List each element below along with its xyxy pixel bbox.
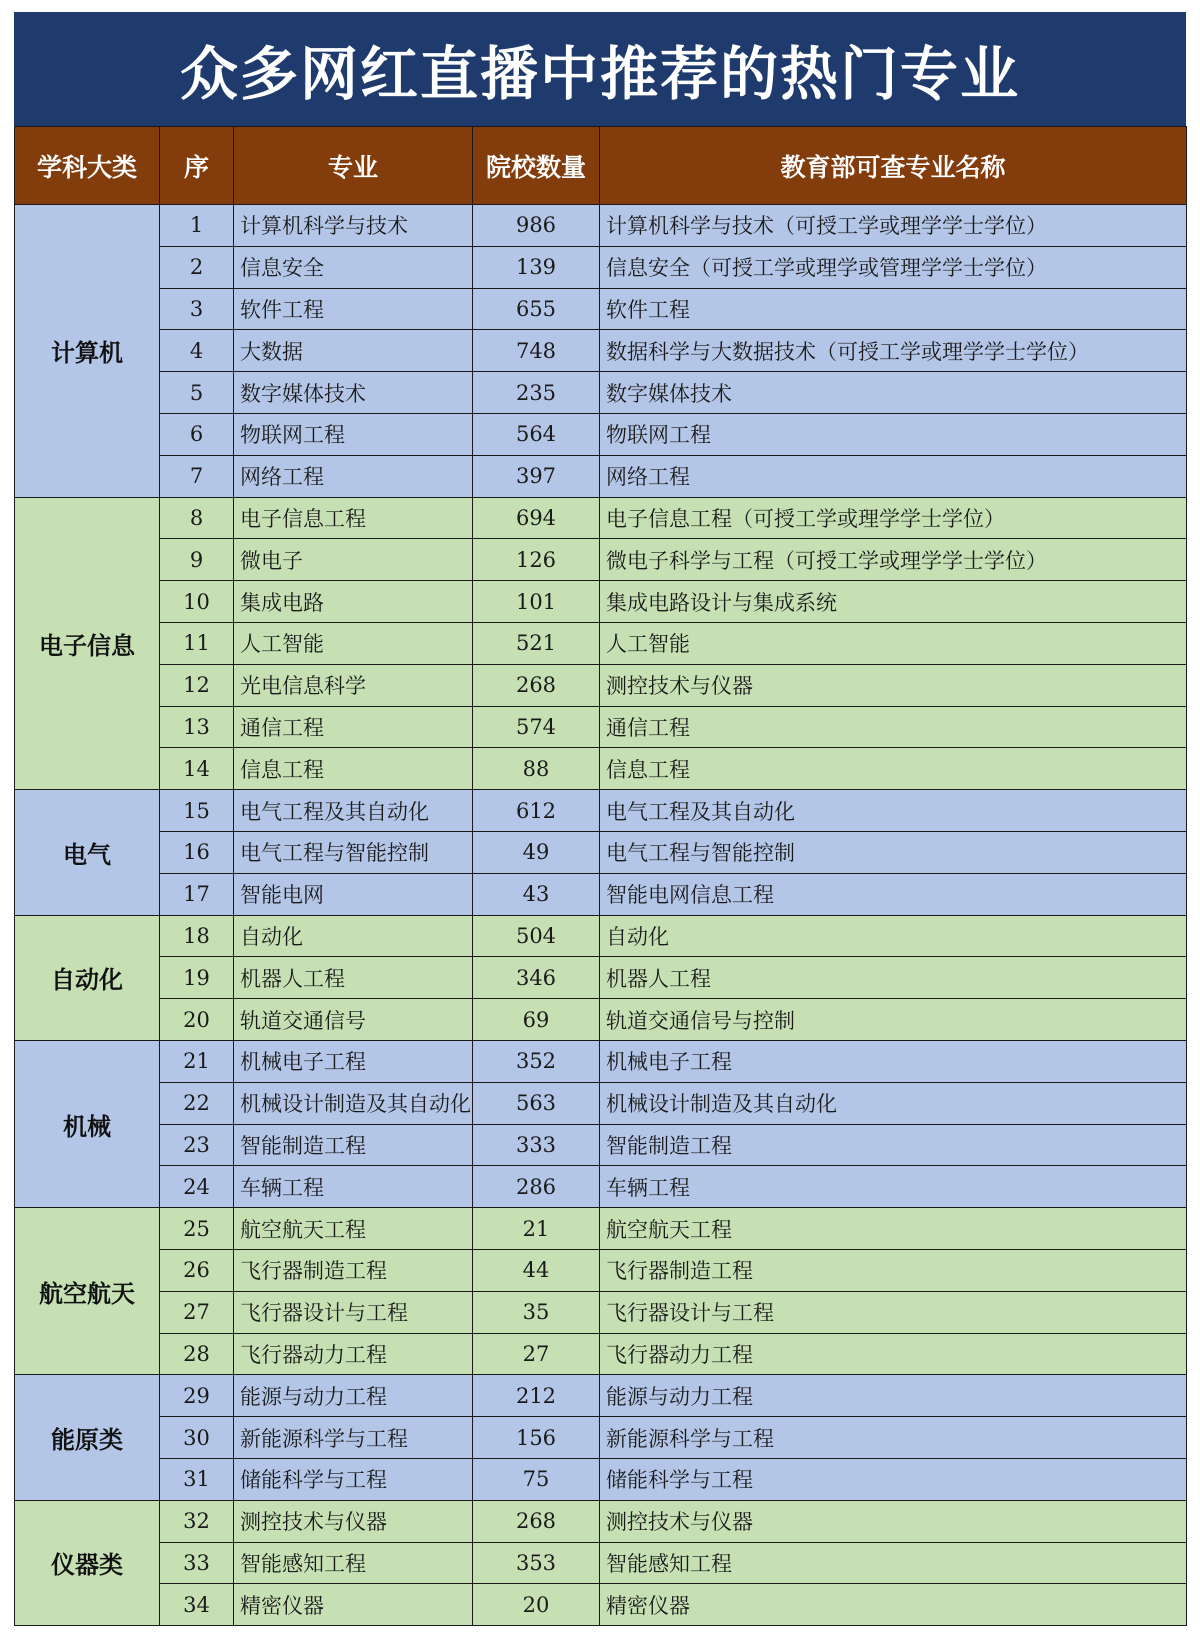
table-row [15, 1040, 1187, 1082]
count-cell: 21 [473, 1208, 600, 1250]
count-cell: 504 [473, 915, 600, 957]
seq-cell: 28 [160, 1333, 234, 1375]
seq-cell: 2 [160, 246, 234, 288]
count-cell: 521 [473, 622, 600, 664]
count-cell: 156 [473, 1417, 600, 1459]
header-official-name: 教育部可查专业名称 [600, 127, 1187, 205]
count-cell: 126 [473, 539, 600, 581]
seq-cell: 21 [160, 1040, 234, 1082]
major-cell: 电气工程与智能控制 [234, 831, 473, 873]
seq-cell: 10 [160, 581, 234, 623]
major-cell: 车辆工程 [234, 1166, 473, 1208]
major-cell: 机器人工程 [234, 957, 473, 999]
official-name-cell: 测控技术与仪器 [600, 664, 1187, 706]
major-cell: 微电子 [234, 539, 473, 581]
major-cell: 能源与动力工程 [234, 1375, 473, 1417]
seq-cell: 32 [160, 1500, 234, 1542]
major-cell: 机械电子工程 [234, 1040, 473, 1082]
seq-cell: 26 [160, 1249, 234, 1291]
count-cell: 748 [473, 330, 600, 372]
count-cell: 27 [473, 1333, 600, 1375]
category-cell: 仪器类 [15, 1500, 160, 1625]
official-name-cell: 计算机科学与技术（可授工学或理学学士学位） [600, 205, 1187, 247]
count-cell: 353 [473, 1542, 600, 1584]
table-row [15, 873, 1187, 915]
official-name-cell: 智能电网信息工程 [600, 873, 1187, 915]
table-body [15, 205, 1187, 1626]
count-cell: 101 [473, 581, 600, 623]
major-cell: 测控技术与仪器 [234, 1500, 473, 1542]
official-name-cell: 机械设计制造及其自动化 [600, 1082, 1187, 1124]
count-cell: 612 [473, 790, 600, 832]
major-cell: 智能制造工程 [234, 1124, 473, 1166]
header-count: 院校数量 [473, 127, 600, 205]
official-name-cell: 飞行器制造工程 [600, 1249, 1187, 1291]
count-cell: 564 [473, 413, 600, 455]
table-row [15, 413, 1187, 455]
table-row [15, 1166, 1187, 1208]
table-row [15, 790, 1187, 832]
major-cell: 飞行器动力工程 [234, 1333, 473, 1375]
seq-cell: 24 [160, 1166, 234, 1208]
category-cell: 机械 [15, 1040, 160, 1207]
official-name-cell: 测控技术与仪器 [600, 1500, 1187, 1542]
category-cell: 自动化 [15, 915, 160, 1040]
major-cell: 电气工程及其自动化 [234, 790, 473, 832]
page-title: 众多网红直播中推荐的热门专业 [14, 12, 1186, 126]
major-cell: 飞行器制造工程 [234, 1249, 473, 1291]
official-name-cell: 新能源科学与工程 [600, 1417, 1187, 1459]
category-cell: 电子信息 [15, 497, 160, 790]
official-name-cell: 通信工程 [600, 706, 1187, 748]
major-cell: 精密仪器 [234, 1584, 473, 1626]
count-cell: 49 [473, 831, 600, 873]
table-row [15, 1584, 1187, 1626]
table-row [15, 581, 1187, 623]
official-name-cell: 电气工程与智能控制 [600, 831, 1187, 873]
seq-cell: 6 [160, 413, 234, 455]
header-category: 学科大类 [15, 127, 160, 205]
count-cell: 655 [473, 288, 600, 330]
seq-cell: 14 [160, 748, 234, 790]
official-name-cell: 智能感知工程 [600, 1542, 1187, 1584]
table-row [15, 664, 1187, 706]
seq-cell: 34 [160, 1584, 234, 1626]
major-cell: 电子信息工程 [234, 497, 473, 539]
count-cell: 88 [473, 748, 600, 790]
table-row [15, 288, 1187, 330]
seq-cell: 25 [160, 1208, 234, 1250]
seq-cell: 27 [160, 1291, 234, 1333]
count-cell: 20 [473, 1584, 600, 1626]
table-row [15, 1291, 1187, 1333]
table-row [15, 748, 1187, 790]
seq-cell: 23 [160, 1124, 234, 1166]
seq-cell: 13 [160, 706, 234, 748]
table-row [15, 831, 1187, 873]
count-cell: 574 [473, 706, 600, 748]
major-cell: 人工智能 [234, 622, 473, 664]
official-name-cell: 储能科学与工程 [600, 1458, 1187, 1500]
official-name-cell: 飞行器设计与工程 [600, 1291, 1187, 1333]
table-row [15, 706, 1187, 748]
major-cell: 通信工程 [234, 706, 473, 748]
table-row [15, 1458, 1187, 1500]
table-row [15, 1124, 1187, 1166]
table-row [15, 539, 1187, 581]
category-cell: 计算机 [15, 205, 160, 498]
major-cell: 计算机科学与技术 [234, 205, 473, 247]
count-cell: 75 [473, 1458, 600, 1500]
official-name-cell: 人工智能 [600, 622, 1187, 664]
count-cell: 397 [473, 455, 600, 497]
count-cell: 333 [473, 1124, 600, 1166]
official-name-cell: 精密仪器 [600, 1584, 1187, 1626]
count-cell: 268 [473, 1500, 600, 1542]
count-cell: 69 [473, 999, 600, 1041]
category-cell: 电气 [15, 790, 160, 915]
seq-cell: 29 [160, 1375, 234, 1417]
major-cell: 智能感知工程 [234, 1542, 473, 1584]
major-cell: 物联网工程 [234, 413, 473, 455]
count-cell: 352 [473, 1040, 600, 1082]
official-name-cell: 微电子科学与工程（可授工学或理学学士学位） [600, 539, 1187, 581]
major-cell: 信息工程 [234, 748, 473, 790]
major-cell: 智能电网 [234, 873, 473, 915]
official-name-cell: 智能制造工程 [600, 1124, 1187, 1166]
table-row [15, 957, 1187, 999]
table-row [15, 246, 1187, 288]
official-name-cell: 软件工程 [600, 288, 1187, 330]
major-cell: 航空航天工程 [234, 1208, 473, 1250]
header-major: 专业 [234, 127, 473, 205]
count-cell: 268 [473, 664, 600, 706]
official-name-cell: 自动化 [600, 915, 1187, 957]
seq-cell: 15 [160, 790, 234, 832]
category-cell: 能原类 [15, 1375, 160, 1500]
major-cell: 网络工程 [234, 455, 473, 497]
table-row [15, 1375, 1187, 1417]
seq-cell: 3 [160, 288, 234, 330]
major-cell: 机械设计制造及其自动化 [234, 1082, 473, 1124]
count-cell: 43 [473, 873, 600, 915]
seq-cell: 5 [160, 372, 234, 414]
table-row [15, 1333, 1187, 1375]
official-name-cell: 飞行器动力工程 [600, 1333, 1187, 1375]
count-cell: 286 [473, 1166, 600, 1208]
table-row [15, 1249, 1187, 1291]
major-cell: 轨道交通信号 [234, 999, 473, 1041]
official-name-cell: 能源与动力工程 [600, 1375, 1187, 1417]
official-name-cell: 数据科学与大数据技术（可授工学或理学学士学位） [600, 330, 1187, 372]
seq-cell: 11 [160, 622, 234, 664]
seq-cell: 16 [160, 831, 234, 873]
official-name-cell: 轨道交通信号与控制 [600, 999, 1187, 1041]
seq-cell: 19 [160, 957, 234, 999]
major-cell: 光电信息科学 [234, 664, 473, 706]
count-cell: 986 [473, 205, 600, 247]
table-row [15, 1500, 1187, 1542]
major-cell: 数字媒体技术 [234, 372, 473, 414]
seq-cell: 7 [160, 455, 234, 497]
official-name-cell: 物联网工程 [600, 413, 1187, 455]
official-name-cell: 网络工程 [600, 455, 1187, 497]
table-row [15, 455, 1187, 497]
count-cell: 235 [473, 372, 600, 414]
count-cell: 212 [473, 1375, 600, 1417]
major-cell: 软件工程 [234, 288, 473, 330]
seq-cell: 17 [160, 873, 234, 915]
seq-cell: 8 [160, 497, 234, 539]
seq-cell: 30 [160, 1417, 234, 1459]
header-seq: 序 [160, 127, 234, 205]
table-row [15, 915, 1187, 957]
major-cell: 飞行器设计与工程 [234, 1291, 473, 1333]
table-row [15, 497, 1187, 539]
official-name-cell: 电气工程及其自动化 [600, 790, 1187, 832]
major-cell: 新能源科学与工程 [234, 1417, 473, 1459]
seq-cell: 9 [160, 539, 234, 581]
major-cell: 大数据 [234, 330, 473, 372]
official-name-cell: 信息安全（可授工学或理学或管理学学士学位） [600, 246, 1187, 288]
major-cell: 自动化 [234, 915, 473, 957]
table-row [15, 205, 1187, 247]
count-cell: 35 [473, 1291, 600, 1333]
major-cell: 储能科学与工程 [234, 1458, 473, 1500]
table-row [15, 372, 1187, 414]
seq-cell: 31 [160, 1458, 234, 1500]
official-name-cell: 机器人工程 [600, 957, 1187, 999]
official-name-cell: 数字媒体技术 [600, 372, 1187, 414]
count-cell: 44 [473, 1249, 600, 1291]
count-cell: 346 [473, 957, 600, 999]
table-row [15, 1542, 1187, 1584]
table-frame [14, 12, 1186, 1642]
header-row [15, 127, 1187, 205]
majors-table [14, 126, 1187, 1626]
seq-cell: 12 [160, 664, 234, 706]
table-row [15, 999, 1187, 1041]
official-name-cell: 航空航天工程 [600, 1208, 1187, 1250]
seq-cell: 20 [160, 999, 234, 1041]
table-row [15, 1208, 1187, 1250]
table-row [15, 330, 1187, 372]
table-row [15, 1082, 1187, 1124]
major-cell: 集成电路 [234, 581, 473, 623]
official-name-cell: 机械电子工程 [600, 1040, 1187, 1082]
official-name-cell: 电子信息工程（可授工学或理学学士学位） [600, 497, 1187, 539]
table-row [15, 622, 1187, 664]
table-row [15, 1417, 1187, 1459]
category-cell: 航空航天 [15, 1208, 160, 1375]
seq-cell: 33 [160, 1542, 234, 1584]
seq-cell: 18 [160, 915, 234, 957]
seq-cell: 1 [160, 205, 234, 247]
major-cell: 信息安全 [234, 246, 473, 288]
count-cell: 139 [473, 246, 600, 288]
seq-cell: 22 [160, 1082, 234, 1124]
count-cell: 563 [473, 1082, 600, 1124]
official-name-cell: 车辆工程 [600, 1166, 1187, 1208]
official-name-cell: 信息工程 [600, 748, 1187, 790]
seq-cell: 4 [160, 330, 234, 372]
count-cell: 694 [473, 497, 600, 539]
official-name-cell: 集成电路设计与集成系统 [600, 581, 1187, 623]
